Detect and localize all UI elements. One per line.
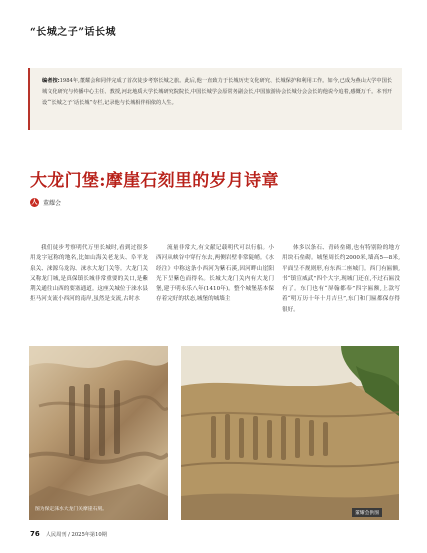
- editor-note-text: 1984年,董耀会和同伴完成了首次徒步考察长城之旅。此后,他一直致力于长城历史文化研究、长城保护和利用工作。如今,已成为燕山大学中国长城文化研究与传播中心主任、教授,河北地质大学长城研究院院长,中国长城学会原常务副会长,中国旅游协会长城分会会长的他说今追着,感慨万千。本刊开设“‘长城之子’话长城”专栏,记录他与长城相伴相依的人生。: [42, 78, 392, 106]
- article-column-2: 流量非常大,有文献记载明代可以行船。小西河从峡谷中穿行东去,两侧岩壁非常陡峭。《水经注》中称这条小西河为紫石溪,因河畔山崖阳光下呈紫色而得名。长城大龙门关内有大龙门堡,建于明永乐八年(1410年)。整个城堡基本保存着完好的状态,城堡的城墙主: [156, 245, 274, 303]
- author-name: 董耀会: [43, 199, 62, 207]
- photo-caption-left: 图为保定涞水大龙门关摩崖石刻。: [35, 507, 107, 512]
- page-number: 76: [30, 530, 40, 538]
- magazine-issue: 人民周刊 / 2025年第10期: [45, 531, 107, 538]
- rock-inscription-photo-left: [29, 346, 168, 520]
- article-column-3: 体多以条石、青砖垒砌,也有特别险的地方用块石垒砌。城堡周长约2000米,墙高5—8米,平面呈不规则形,有东西二座城门。西门有匾额,书“镇宣威武”四个大字,现城门还在,不过石匾没有了。东门也有“屏翰都奉”四字匾额,上款写着“明万历十年十月吉旦”,东门和门匾都保存得很好。: [282, 245, 400, 313]
- byline: [30, 197, 61, 207]
- publication-logo-icon: 人: [31, 198, 38, 206]
- article-column-1: 我们徒步考察明代万里长城时,看到过很多用龙字冠称的地名,比如山海关老龙头、阜平龙泉关、涞源乌龙沟、涞水大龙门关等。大龙门关又称龙门城,是真保镇长城非常重要的关口,是紫荆关通往山西的要塞通道。这座关城位于涞水县拒马河支流小西河的南岸,虽然是支流,古时水: [30, 245, 148, 303]
- rock-inscription-photo-right: [181, 346, 399, 520]
- column-title: “长城之子”话长城: [30, 27, 117, 38]
- article-headline: 大龙门堡:摩崖石刻里的岁月诗章: [30, 171, 279, 191]
- page-footer: [30, 530, 107, 538]
- editor-note-label: 编者按:: [42, 78, 60, 84]
- photo-credit: 董耀会供图: [352, 508, 382, 517]
- editor-note: [28, 68, 402, 130]
